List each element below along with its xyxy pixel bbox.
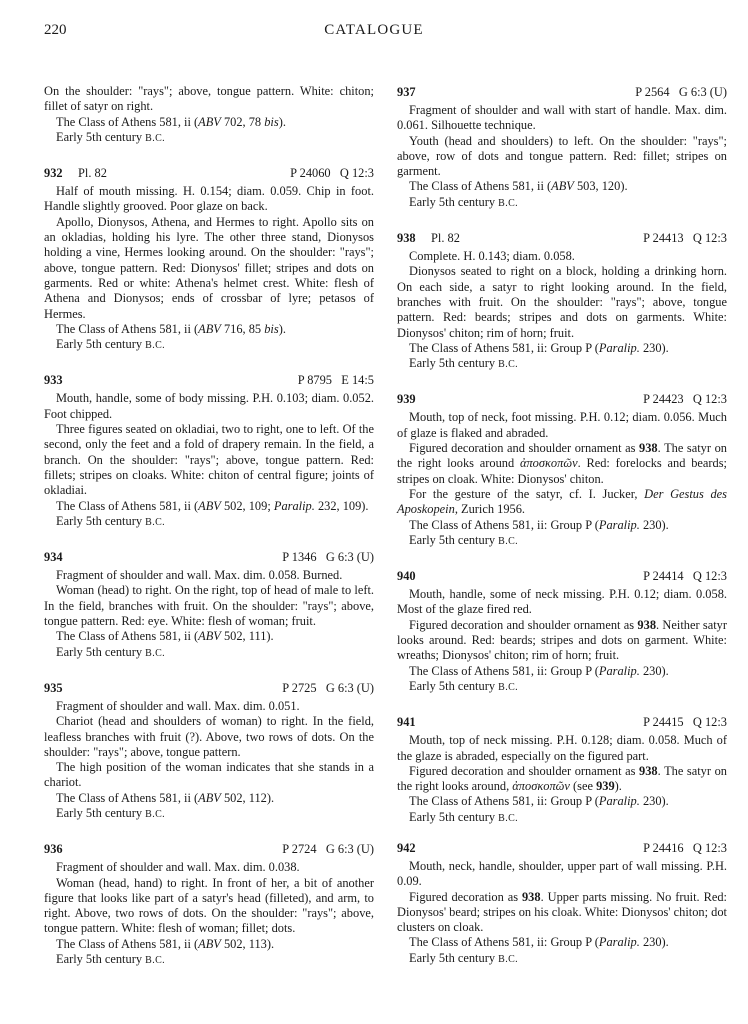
- entry-description: Figured decoration and shoulder ornament as 938. The satyr on the right looks around ἀποσκοπῶν. Red: forelocks and beards; stripes on cloak. White: Dionysos' chiton.: [397, 441, 727, 486]
- cross-reference: 938: [639, 441, 658, 456]
- entry-condition: Mouth, handle, some of neck missing. P.H. 0.12; diam. 0.058. Most of the glaze fired red.: [397, 587, 727, 617]
- entry-reference: The Class of Athens 581, ii (ABV 716, 85 bis).: [56, 321, 286, 336]
- entry-plate: Pl. 82: [431, 231, 460, 246]
- entry-reference: The Class of Athens 581, ii: Group P (Paralip. 230).: [409, 517, 669, 532]
- entry-heading: [397, 568, 727, 584]
- entry-condition: Fragment of shoulder and wall. Max. dim. 0.051.: [56, 698, 300, 713]
- entry-date: Early 5th century B.C.: [56, 129, 166, 144]
- entry-reference: The Class of Athens 581, ii: Group P (Paralip. 230).: [409, 935, 669, 950]
- catalogue-entry-942: [397, 840, 727, 967]
- page-header: [44, 22, 704, 46]
- entry-reference: The Class of Athens 581, ii (ABV 702, 78 bis).: [56, 114, 286, 129]
- entry-condition: Mouth, neck, handle, shoulder, upper part of wall missing. P.H. 0.09.: [397, 858, 727, 889]
- entry-date: Early 5th century B.C.: [56, 513, 166, 528]
- entry-inventory: P 24413 Q 12:3: [643, 231, 727, 246]
- entry-date: Early 5th century B.C.: [409, 678, 519, 693]
- left-column: [44, 84, 374, 968]
- cross-reference: 938: [639, 763, 658, 778]
- entry-heading: [44, 372, 374, 388]
- entry-reference: The Class of Athens 581, ii (ABV 503, 120).: [409, 179, 628, 194]
- entry-inventory: P 2725 G 6:3 (U): [282, 680, 374, 695]
- entry-number: 937: [397, 85, 416, 99]
- entry-date: Early 5th century B.C.: [409, 950, 519, 965]
- entry-condition: Complete. H. 0.143; diam. 0.058.: [409, 249, 575, 264]
- cross-reference: 938: [521, 889, 541, 904]
- entry-date: Early 5th century B.C.: [56, 805, 166, 820]
- entry-note: The high position of the woman indicates that she stands in a chariot.: [44, 760, 374, 790]
- entry-condition: Fragment of shoulder and wall. Max. dim. 0.058. Burned.: [56, 568, 343, 583]
- entry-date: Early 5th century B.C.: [56, 952, 166, 967]
- catalogue-entry-938: [397, 230, 727, 372]
- entry-description: Figured decoration as 938. Upper parts missing. No fruit. Red: Dionysos' beard; stripes on his cloak. White: Dionysos' chiton; dot clusters on cloak.: [397, 889, 727, 935]
- catalogue-entry-933: [44, 372, 374, 530]
- entry-inventory: P 8795 E 14:5: [297, 373, 374, 388]
- entry-inventory: P 1346 G 6:3 (U): [282, 550, 374, 565]
- entry-inventory: P 24416 Q 12:3: [643, 840, 727, 855]
- entry-heading: [44, 680, 374, 696]
- entry-plate: Pl. 82: [78, 166, 107, 181]
- entry-description: Woman (head) to right. On the right, top of head of male to left. In the field, branches with fruit. On the shoulder: "rays"; above, tongue pattern. Red: eye. White: flesh of woman; fruit.: [44, 583, 374, 629]
- entry-reference: The Class of Athens 581, ii: Group P (Paralip. 230).: [409, 663, 669, 678]
- cross-reference: 939: [596, 779, 615, 794]
- entry-condition: Fragment of shoulder and wall. Max. dim. 0.038.: [56, 860, 300, 875]
- entry-reference: The Class of Athens 581, ii (ABV 502, 113).: [56, 936, 275, 951]
- entry-number: 932: [44, 166, 63, 181]
- entry-inventory: P 24423 Q 12:3: [643, 392, 727, 407]
- entry-description: Figured decoration and shoulder ornament as 938. The satyr on the right looks around, ἀποσκοπῶν (see 939).: [397, 763, 727, 794]
- catalogue-entry-940: [397, 568, 727, 695]
- entry-number: 933: [44, 373, 63, 388]
- entry-condition: Half of mouth missing. H. 0.154; diam. 0.059. Chip in foot. Handle slightly grooved. Poor glaze on back.: [44, 184, 374, 214]
- page-number: 220: [44, 22, 67, 38]
- catalogue-entry-936: [44, 841, 374, 968]
- cross-reference: 938: [637, 617, 657, 632]
- entry-heading: [44, 841, 374, 857]
- entry-heading: [397, 230, 727, 246]
- entry-condition: Mouth, handle, some of body missing. P.H. 0.103; diam. 0.052. Foot chipped.: [44, 391, 374, 421]
- entry-reference: The Class of Athens 581, ii (ABV 502, 112).: [56, 790, 275, 805]
- entry-heading: [397, 391, 727, 407]
- entry-inventory: P 2564 G 6:3 (U): [635, 85, 727, 99]
- entry-description: Dionysos seated to right on a block, holding a drinking horn. On each side, a satyr to right looking around. In the field, branches with fruit. On the shoulder: "rays"; above, tongue pattern. Red: beards; stripes and dots on garments. White: Dionysos' chiton; rim of horn; fruit.: [397, 264, 727, 340]
- entry-description: Three figures seated on okladiai, two to right, one to left. Of the second, only the feet and a fold of drapery remain. In the field, a branch. On the shoulder: "rays"; above, tongue pattern. Red: fillets; stripes on cloaks. White: chiton of central figure; joints of okladiai.: [44, 422, 374, 498]
- catalogue-entry-941: [397, 714, 727, 826]
- entry-condition: Fragment of shoulder and wall with start of handle. Max. dim. 0.061. Silhouette technique.: [397, 103, 727, 133]
- entry-number: 941: [397, 715, 416, 730]
- entry-heading: [44, 165, 374, 181]
- entry-date: Early 5th century B.C.: [409, 532, 519, 547]
- entry-reference: The Class of Athens 581, ii (ABV 502, 109; Paralip. 232, 109).: [56, 498, 369, 513]
- entry-number: 938: [397, 231, 416, 246]
- entry-description: Chariot (head and shoulders of woman) to right. In the field, leafless branches with fruit (?). Above, two rows of dots. On the shoulder: "rays"; above, tongue pattern.: [44, 714, 374, 759]
- entry-description: On the shoulder: "rays"; above, tongue pattern. White: chiton; fillet of satyr on right.: [44, 84, 374, 114]
- running-head: CATALOGUE: [324, 22, 424, 38]
- catalogue-entry-935: [44, 680, 374, 822]
- entry-description: Apollo, Dionysos, Athena, and Hermes to right. Apollo sits on an okladias, holding his lyre. The other three stand, Dionysos holding a vine, Hermes looking around. On the shoulder: "rays"; above, tongue pattern. Red: Dionysos' fillet; stripes and dots on garments. Red or white: Athena's helmet crest. White: flesh of Athena and Dionysos; ends of crossbar of lyre; petasos of Hermes.: [44, 214, 374, 321]
- entry-number: 934: [44, 550, 63, 565]
- entry-reference: The Class of Athens 581, ii (ABV 502, 111).: [56, 629, 274, 644]
- catalogue-entry-932: [44, 165, 374, 353]
- entry-heading: [397, 840, 727, 856]
- catalogue-entry-937: [397, 84, 727, 211]
- entry-inventory: P 24415 Q 12:3: [643, 715, 727, 730]
- entry-description: Figured decoration and shoulder ornament as 938. Neither satyr looks around. Red: beards; stripes and dots on garment. White: wreaths; Dionysos' chiton; rim of horn; fruit.: [397, 617, 727, 663]
- entry-heading: [44, 549, 374, 565]
- entry-description: Woman (head, hand) to right. In front of her, a bit of another figure that looks like part of a satyr's head (filleted), and arm, to right. Above, two rows of dots. On the shoulder: "rays"; above, tongue pattern. White: flesh of woman; fillet; dots.: [44, 875, 374, 936]
- entry-date: Early 5th century B.C.: [409, 809, 519, 824]
- entry-date: Early 5th century B.C.: [56, 644, 166, 659]
- entry-date: Early 5th century B.C.: [409, 356, 519, 371]
- catalogue-entry-934: [44, 549, 374, 661]
- entry-number: 939: [397, 392, 416, 407]
- entry-heading: [397, 714, 727, 730]
- entry-number: 935: [44, 680, 63, 695]
- entry-inventory: P 24414 Q 12:3: [643, 569, 727, 584]
- entry-number: 940: [397, 569, 416, 584]
- entry-reference: The Class of Athens 581, ii: Group P (Paralip. 230).: [409, 340, 669, 355]
- entry-inventory: P 24060 Q 12:3: [290, 166, 374, 181]
- entry-heading: [397, 84, 727, 100]
- entry-reference: The Class of Athens 581, ii: Group P (Paralip. 230).: [409, 794, 669, 809]
- entry-date: Early 5th century B.C.: [409, 194, 519, 209]
- entry-inventory: P 2724 G 6:3 (U): [282, 842, 374, 857]
- entry-condition: Mouth, top of neck, foot missing. P.H. 0.12; diam. 0.056. Much of glaze is flaked and abraded.: [397, 410, 727, 440]
- entry-note: For the gesture of the satyr, cf. I. Jucker, Der Gestus des Aposkopein, Zurich 1956.: [397, 486, 728, 517]
- entry-number: 942: [397, 840, 416, 855]
- catalogue-entry-939: [397, 391, 727, 549]
- catalogue-entry-931-continued: [44, 84, 374, 146]
- right-column: [397, 84, 727, 967]
- entry-date: Early 5th century B.C.: [56, 337, 166, 352]
- entry-number: 936: [44, 842, 63, 857]
- entry-description: Youth (head and shoulders) to left. On the shoulder: "rays"; above, row of dots and tongue pattern. Red: fillet; stripes on garment.: [397, 133, 727, 179]
- entry-condition: Mouth, top of neck missing. P.H. 0.128; diam. 0.058. Much of the glaze is abraded, especially on the figured part.: [397, 733, 727, 763]
